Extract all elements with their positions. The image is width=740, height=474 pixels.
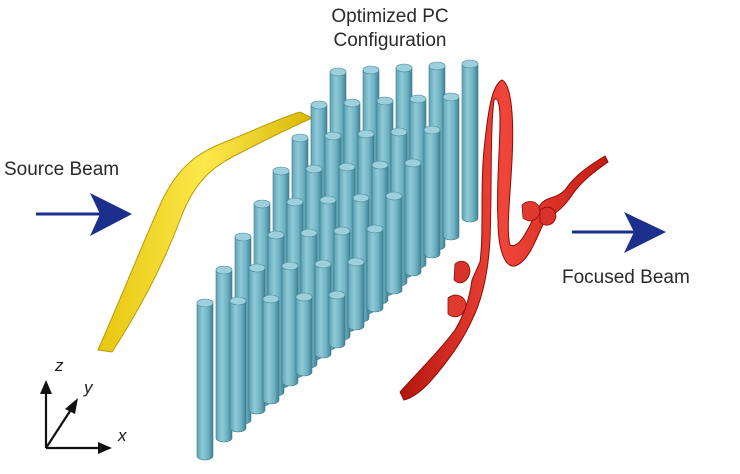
axis-z-label: z (55, 356, 64, 375)
crystal-rod (348, 258, 364, 330)
focused-arrow-icon (572, 212, 666, 253)
crystal-rod (424, 126, 440, 258)
crystal-rod (216, 266, 232, 442)
crystal-rod (443, 93, 459, 240)
crystal-rod (263, 295, 279, 404)
diagram-title (300, 5, 480, 53)
photonic-crystal-rods (197, 60, 478, 460)
coordinate-axes-icon (40, 380, 112, 454)
crystal-rod (386, 192, 402, 294)
title-line-1: Optimized PC (331, 6, 449, 27)
crystal-rod (315, 260, 331, 358)
focused-beam-label: Focused Beam (562, 267, 690, 288)
source-arrow-icon (36, 193, 132, 236)
crystal-rod (462, 60, 478, 222)
crystal-rod (230, 297, 246, 432)
crystal-rod (197, 299, 213, 460)
source-beam-label: Source Beam (4, 159, 120, 180)
crystal-rod (367, 225, 383, 312)
axis-y-label: y (84, 378, 93, 397)
title-line-2: Configuration (333, 30, 447, 51)
crystal-rod (405, 159, 421, 276)
crystal-rod (296, 293, 312, 376)
crystal-rod (282, 262, 298, 386)
axis-x-label: x (118, 426, 127, 445)
crystal-rod (329, 291, 345, 348)
crystal-rod (249, 264, 265, 414)
